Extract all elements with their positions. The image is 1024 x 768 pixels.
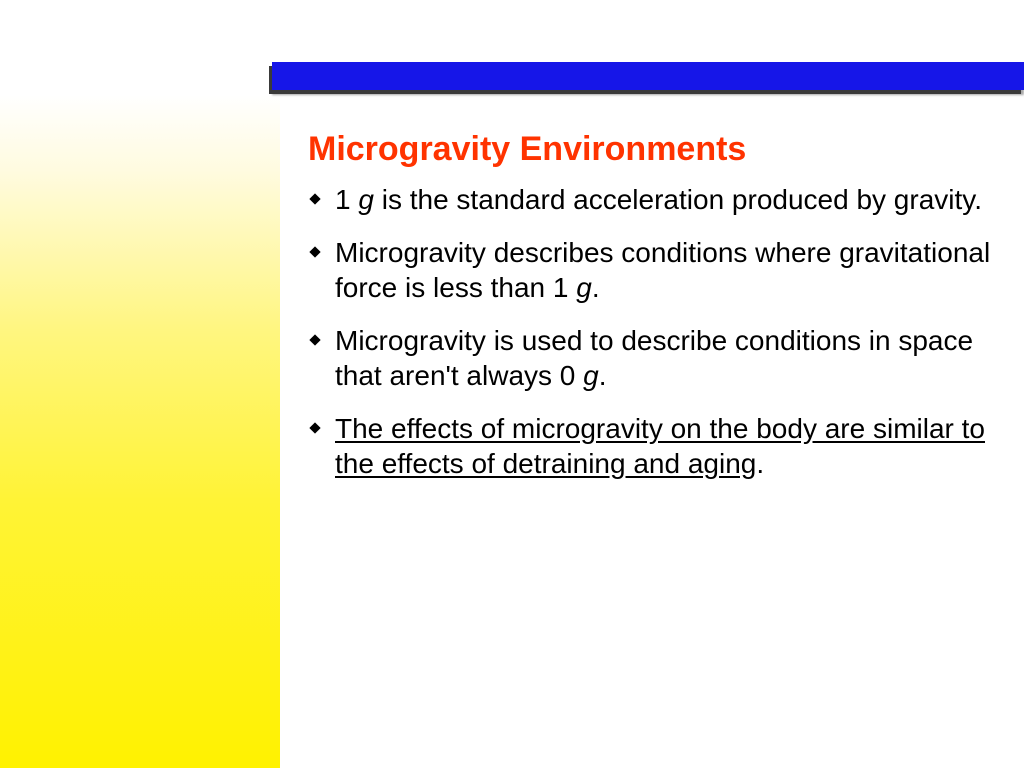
slide-title: Microgravity Environments [308,130,747,168]
bullet-text: Microgravity is used to describe conditions in space that aren't always 0 g. [335,325,974,391]
bullet-text: 1 g is the standard acceleration produced by gravity. [335,184,982,215]
diamond-bullet-icon [309,246,320,257]
bullet-item [308,182,1008,217]
bullet-item [308,411,1008,481]
bullet-text: The effects of microgravity on the body are similar to the effects of detraining and aging. [335,413,985,479]
title-bar [272,62,1024,90]
slide-content [308,128,1008,499]
bullet-item [308,323,1008,393]
diamond-bullet-icon [309,334,320,345]
bullet-text: Microgravity describes conditions where gravitational force is less than 1 g. [335,237,991,303]
bullet-item [308,235,1008,305]
diamond-bullet-icon [309,422,320,433]
side-gradient-panel [0,0,280,768]
bullet-list [308,182,1008,481]
diamond-bullet-icon [309,193,320,204]
